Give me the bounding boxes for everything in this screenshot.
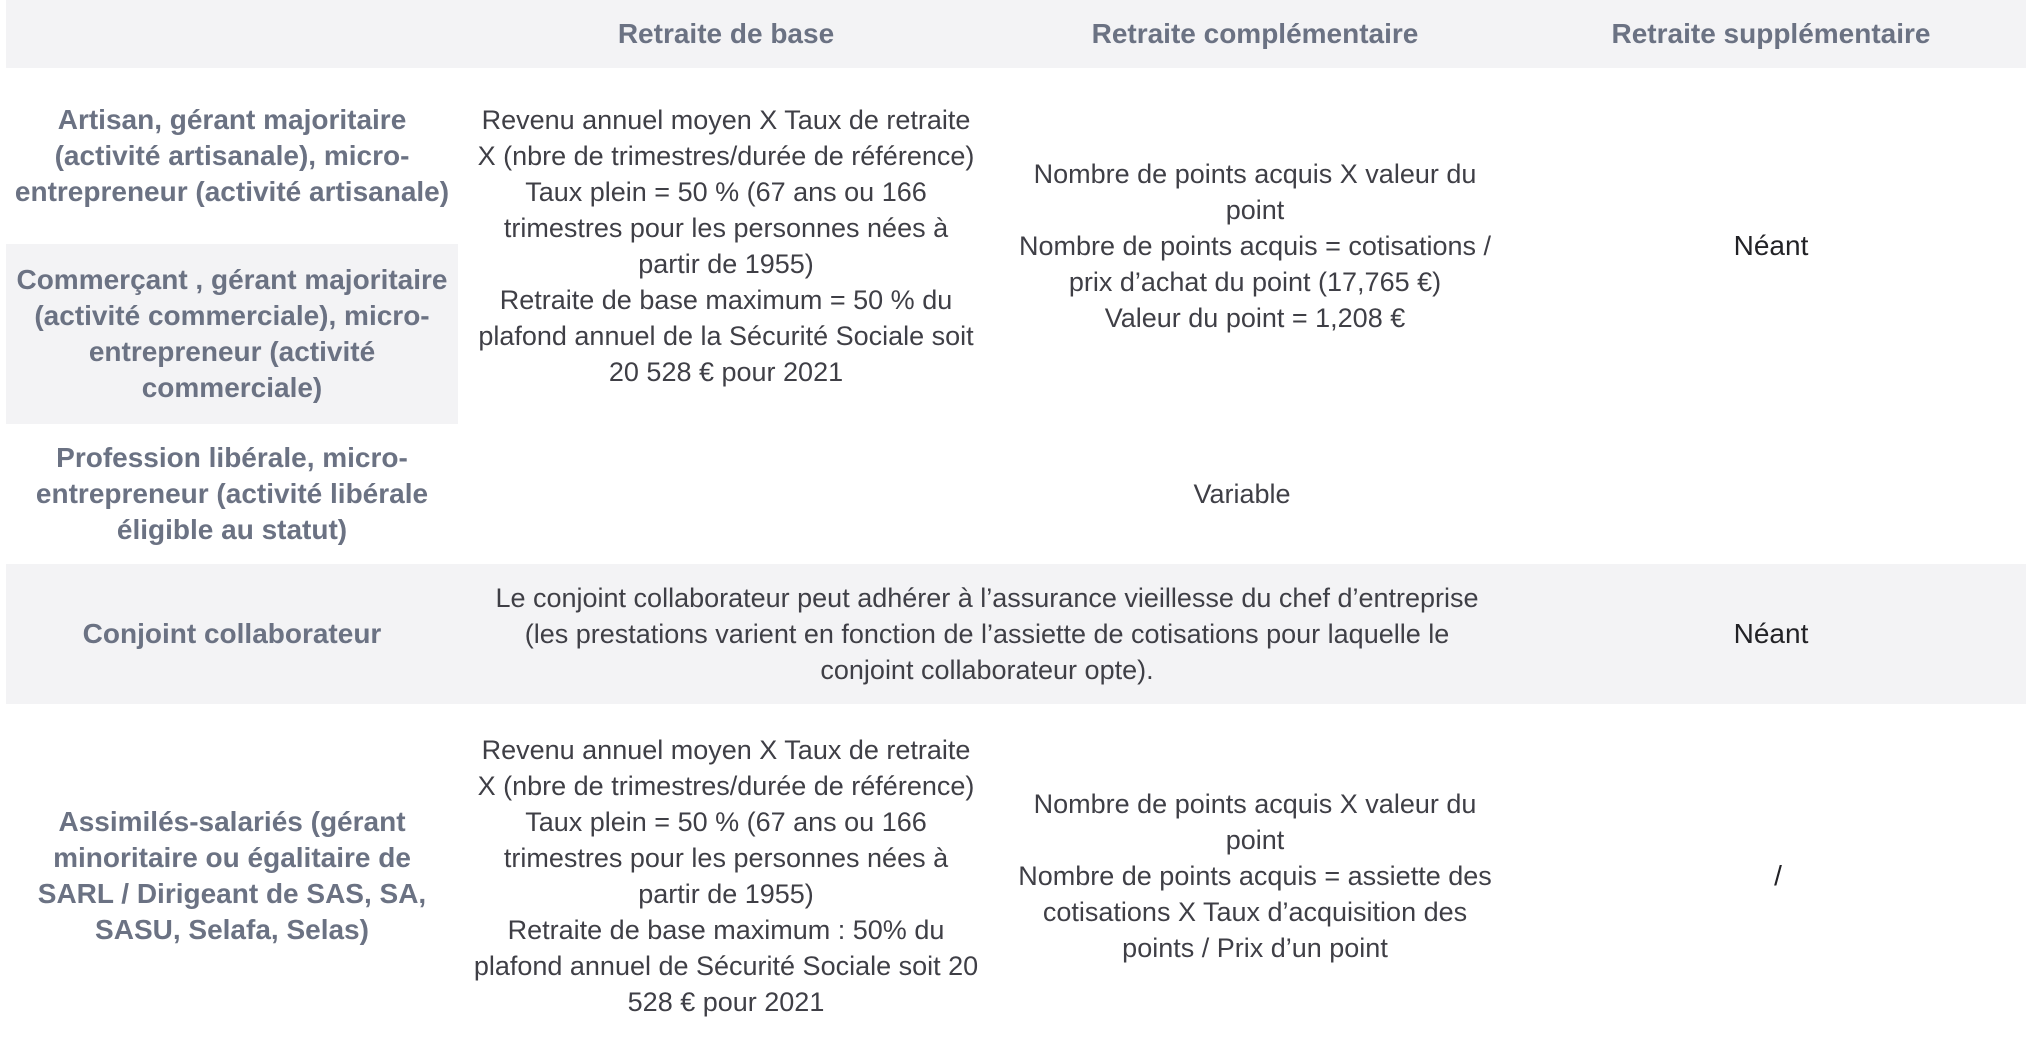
assimiles-base-line-2: Taux plein = 50 % (67 ans ou 166 trimestres pour les personnes nées à partir de 1955) — [503, 807, 949, 909]
row-header-commercant: Commerçant , gérant majoritaire (activité commerciale), micro-entrepreneur (activité commerciale) — [16, 264, 448, 403]
assimiles-complementaire-line-1: Nombre de points acquis X valeur du point — [1033, 789, 1477, 855]
conjoint-description: Le conjoint collaborateur peut adhérer à l’assurance vieillesse du chef d’entreprise (les prestations varient en fonction de l’assiette de cotisations pour laquelle le conjoint collaborateur opte). — [495, 583, 1479, 685]
row-header-artisan: Artisan, gérant majoritaire (activité artisanale), micro-entrepreneur (activité artisanale) — [14, 104, 450, 207]
liberal-variable-value: Variable — [1193, 479, 1291, 509]
tns-complementaire-line-2: Nombre de points acquis = cotisations / prix d’achat du point (17,765 €) — [1019, 231, 1491, 297]
assimiles-supplementaire-value: / — [1774, 860, 1782, 891]
row-header-assimiles: Assimilés-salariés (gérant minoritaire ou égalitaire de SARL / Dirigeant de SAS, SA, SASU, Selafa, Selas) — [37, 806, 427, 945]
tns-complementaire-line-3: Valeur du point = 1,208 € — [1104, 303, 1406, 333]
tns-complementaire-line-1: Nombre de points acquis X valeur du point — [1033, 159, 1477, 225]
assimiles-base-formula — [458, 704, 994, 1048]
assimiles-base-line-1: Revenu annuel moyen X Taux de retraite X (nbre de trimestres/durée de référence) — [477, 735, 975, 801]
tns-base-line-1: Revenu annuel moyen X Taux de retraite X (nbre de trimestres/durée de référence) — [477, 105, 975, 171]
tns-base-formula — [458, 68, 994, 424]
header-retraite-de-base: Retraite de base — [617, 18, 835, 49]
assimiles-complementaire-formula — [994, 704, 1516, 1048]
assimiles-base-line-3: Retraite de base maximum : 50% du plafond annuel de Sécurité Sociale soit 20 528 € pour 2021 — [473, 915, 979, 1017]
header-retraite-complementaire: Retraite complémentaire — [1091, 18, 1419, 49]
assimiles-complementaire-line-2: Nombre de points acquis = assiette des cotisations X Taux d’acquisition des points / Prix d’un point — [1018, 861, 1492, 963]
tns-complementaire-formula — [994, 68, 1516, 424]
tns-base-line-2: Taux plein = 50 % (67 ans ou 166 trimestres pour les personnes nées à partir de 1955) — [503, 177, 949, 279]
header-retraite-supplementaire: Retraite supplémentaire — [1611, 18, 1931, 49]
tns-supplementaire-value: Néant — [1733, 230, 1809, 261]
row-header-liberal: Profession libérale, micro-entrepreneur (activité libérale éligible au statut) — [35, 442, 429, 545]
tns-base-line-3: Retraite de base maximum = 50 % du plafond annuel de la Sécurité Sociale soit 20 528 € pour 2021 — [478, 285, 974, 387]
conjoint-supplementaire-value: Néant — [1733, 618, 1809, 649]
row-header-conjoint: Conjoint collaborateur — [82, 618, 382, 649]
